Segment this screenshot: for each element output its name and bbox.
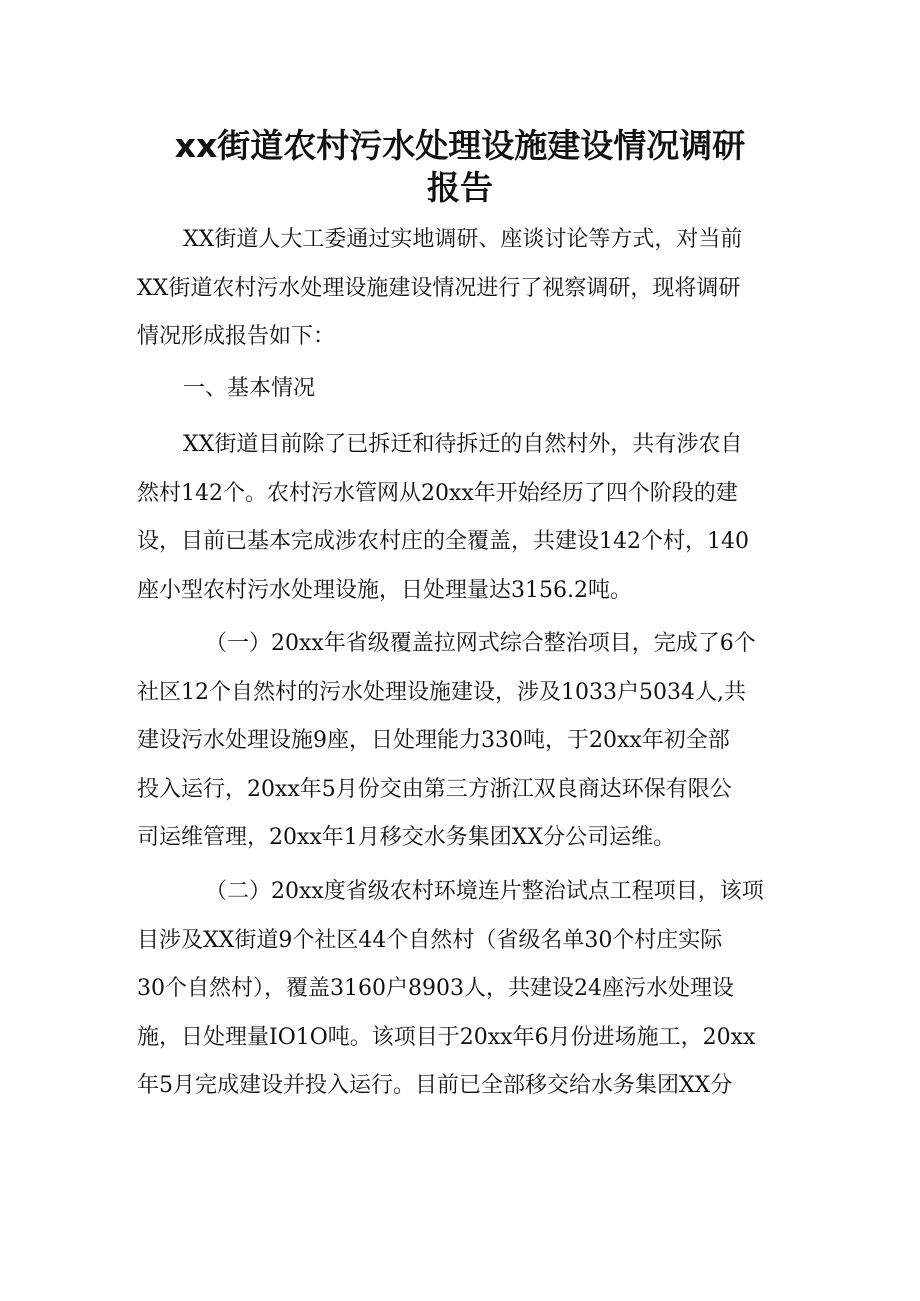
paragraph-line: 司运维管理，20xx年1月移交水务集团XX分公司运维。 <box>137 825 676 850</box>
paragraph-line: （二）20xx度省级农村环境连片整治试点工程项目，该项 <box>205 879 764 904</box>
document-title-line-1: xx街道农村污水处理设施建设情况调研 <box>174 126 746 165</box>
paragraph-line: 然村142个。农村污水管网从20xx年开始经历了四个阶段的建 <box>137 480 738 506</box>
paragraph-line: 目涉及XX街道9个社区44个自然村（省级名单30个村庄实际 <box>137 927 723 953</box>
intro-line: 情况形成报告如下： <box>137 324 336 349</box>
basic-situation-paragraph <box>137 421 787 615</box>
section-heading-text: 一、基本情况 <box>183 376 316 401</box>
paragraph-line: 建设污水处理设施9座，日处理能力330吨，于20xx年初全部 <box>137 728 730 753</box>
intro-line: XX街道农村污水处理设施建设情况进行了视察调研，现将调研 <box>137 275 741 301</box>
item-2-paragraph <box>137 868 787 1111</box>
paragraph-line: 施，日处理量IO1O吨。该项目于20xx年6月份进场施工，20xx <box>137 1024 756 1050</box>
document-title-line-2: 报告 <box>427 168 493 207</box>
paragraph-line: 投入运行，20xx年5月份交由第三方浙江双良商达环保有限公 <box>137 776 732 802</box>
intro-line: XX街道人大工委通过实地调研、座谈讨论等方式，对当前 <box>183 227 743 252</box>
paragraph-line: 年5月完成建设并投入运行。目前已全部移交给水务集团XX分 <box>137 1073 733 1098</box>
paragraph-line: 设，目前已基本完成涉农村庄的全覆盖，共建设142个村，140 <box>137 529 749 554</box>
paragraph-line: 社区12个自然村的污水处理设施建设，涉及1033户5034人,共 <box>137 679 746 705</box>
paragraph-line: 座小型农村污水处理设施，日处理量达3156.2吨。 <box>137 577 632 603</box>
paragraph-line: XX街道目前除了已拆迁和待拆迁的自然村外，共有涉农自 <box>183 432 743 457</box>
item-1-paragraph <box>137 620 787 863</box>
section-heading <box>137 365 787 414</box>
paragraph-line: （一）20xx年省级覆盖拉网式综合整治项目，完成了6个 <box>205 631 756 656</box>
intro-paragraph <box>137 216 787 362</box>
paragraph-line: 30个自然村），覆盖3160户8903人，共建设24座污水处理设 <box>137 976 734 1001</box>
